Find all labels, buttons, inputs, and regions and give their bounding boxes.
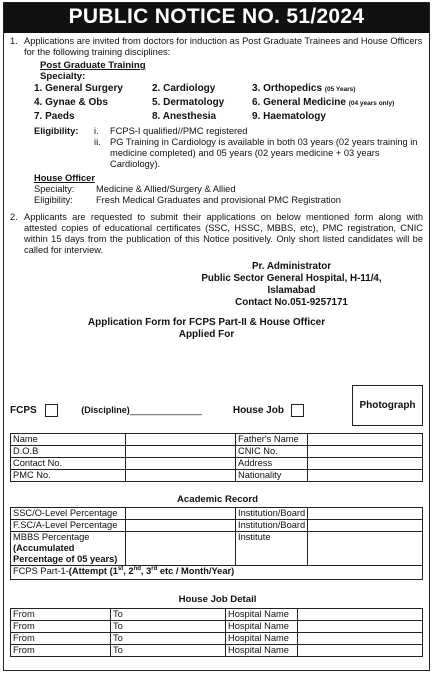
house-job-table bbox=[10, 608, 423, 657]
eligibility-item: i. FCPS-I qualified//PMC registered bbox=[94, 126, 248, 136]
specialty-item: 8. Anesthesia bbox=[152, 111, 217, 122]
specialty-item: 2. Cardiology bbox=[152, 83, 216, 94]
house-officer-block: House Officer Specialty: Medicine & Allied/Surgery & Allied Eligibility: Fresh Medical Graduates and provisional PMC Registration bbox=[34, 173, 429, 206]
table-row: Name Father's Name bbox=[11, 434, 423, 446]
paragraph-2: 2. Applicants are requested to submit their applications on below mentioned form along with attested copies of educational certificates (SSC, HSSC, MBBS, etc), PMC registration, CNIC within 15 days from the publication of this Notice positively. Only short listed candidates will be called for interview. bbox=[10, 212, 423, 255]
table-row: From To Hospital Name bbox=[11, 633, 423, 645]
house-job-heading: House Job Detail bbox=[178, 594, 257, 605]
notice-title: PUBLIC NOTICE NO. 51/2024 bbox=[4, 3, 429, 33]
personal-info-table bbox=[10, 433, 423, 482]
contact-block: Pr. Administrator Public Sector General Hospital, H-11/4, Islamabad Contact No.051-9257171 bbox=[154, 261, 429, 309]
eligibility-label: Eligibility: bbox=[34, 126, 79, 136]
ho-heading: House Officer bbox=[34, 173, 95, 183]
specialty-list bbox=[34, 82, 429, 123]
table-row: Contact No. Address bbox=[11, 458, 423, 470]
paragraph-1-text: Applications are invited from doctors for induction as Post Graduate Trainees and House Officers for the following training disciplines: bbox=[24, 36, 423, 57]
paragraph-1: 1. Applications are invited from doctors for induction as Post Graduate Trainees and House Officers for the following training disciplines: bbox=[10, 36, 423, 57]
table-row: From To Hospital Name bbox=[11, 609, 423, 621]
fcps-checkbox[interactable] bbox=[45, 404, 58, 417]
photograph-box: Photograph bbox=[352, 385, 423, 426]
specialty-item: 3. Orthopedics (05 Years) bbox=[252, 83, 356, 94]
specialty-item: 7. Paeds bbox=[34, 111, 75, 122]
specialty-label: Specialty: bbox=[40, 71, 86, 82]
pgt-heading: Post Graduate Training bbox=[40, 60, 146, 71]
specialty-item: 5. Dermatology bbox=[152, 97, 225, 108]
table-row: F.SC/A-Level Percentage Institution/Board bbox=[11, 520, 423, 532]
discipline-label: (Discipline) bbox=[81, 405, 130, 416]
fcps-label: FCPS bbox=[10, 405, 37, 417]
table-row: From To Hospital Name bbox=[11, 621, 423, 633]
discipline-blank[interactable]: _____________ bbox=[129, 405, 203, 417]
contact-number: Contact No.051-9257171 bbox=[235, 297, 348, 308]
eligibility-item: ii. PG Training in Cardiology is available in both 03 years (02 years training in medicine completed) and 05 years (02 years medicine + 03 years Cardiology). bbox=[94, 137, 418, 169]
table-row: From To Hospital Name bbox=[11, 645, 423, 657]
notice-page bbox=[3, 2, 430, 671]
table-row: FCPS Part-1-(Attempt (1st, 2nd, 3rd etc / Month/Year) bbox=[11, 566, 423, 580]
house-job-label: House Job bbox=[232, 405, 284, 417]
table-row: D.O.B CNIC No. bbox=[11, 446, 423, 458]
specialty-item: 4. Gynae & Obs bbox=[34, 97, 108, 108]
form-title: Application Form for FCPS Part-II & House Officer Applied For bbox=[87, 317, 326, 340]
academic-record-table bbox=[10, 507, 423, 580]
table-row: SSC/O-Level Percentage Institution/Board bbox=[11, 508, 423, 520]
applied-for-row bbox=[10, 404, 320, 417]
eligibility-block bbox=[34, 126, 429, 170]
paragraph-2-text: Applicants are requested to submit their applications on below mentioned form along with attested copies of educational certificates (SSC, HSSC, MBBS, etc), PMC registration, CNIC within 15 days from the publication of this Notice positively. Only short listed candidates will be called for interview. bbox=[24, 212, 423, 255]
table-row: PMC No. Nationality bbox=[11, 470, 423, 482]
specialty-item: 9. Haematology bbox=[252, 111, 326, 122]
house-job-checkbox[interactable] bbox=[291, 404, 304, 417]
table-row: MBBS Percentage (Accumulated Percentage of 05 years) Institute bbox=[11, 532, 423, 566]
academic-record-heading: Academic Record bbox=[176, 494, 259, 505]
specialty-item: 1. General Surgery bbox=[34, 83, 123, 94]
specialty-item: 6. General Medicine (04 years only) bbox=[252, 97, 395, 108]
